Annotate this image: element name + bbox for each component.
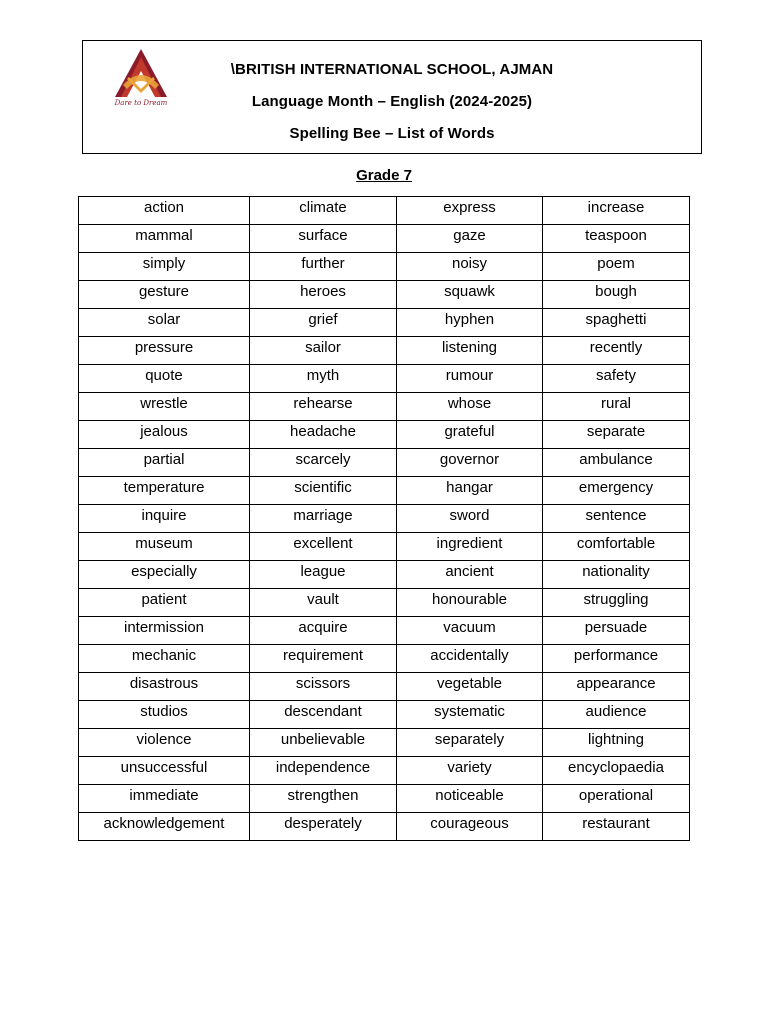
word-cell: action [79,197,250,225]
word-cell: acquire [250,617,397,645]
word-cell: vault [250,589,397,617]
word-cell: performance [543,645,690,673]
word-cell: rehearse [250,393,397,421]
word-cell: wrestle [79,393,250,421]
word-cell: quote [79,365,250,393]
word-cell: rural [543,393,690,421]
table-row [79,477,690,505]
word-cell: desperately [250,813,397,841]
word-cell: comfortable [543,533,690,561]
word-cell: temperature [79,477,250,505]
table-row [79,785,690,813]
word-cell: scissors [250,673,397,701]
word-cell: mammal [79,225,250,253]
word-cell: separate [543,421,690,449]
word-cell: grief [250,309,397,337]
spelling-word-table [78,196,690,841]
word-cell: solar [79,309,250,337]
word-cell: unsuccessful [79,757,250,785]
word-cell: lightning [543,729,690,757]
word-cell: acknowledgement [79,813,250,841]
word-cell: audience [543,701,690,729]
word-cell: descendant [250,701,397,729]
word-cell: immediate [79,785,250,813]
word-cell: restaurant [543,813,690,841]
table-row [79,589,690,617]
school-name: \BRITISH INTERNATIONAL SCHOOL, AJMAN [230,61,554,78]
word-cell: squawk [397,281,543,309]
word-cell: myth [250,365,397,393]
word-cell: rumour [397,365,543,393]
word-cell: noticeable [397,785,543,813]
word-cell: hangar [397,477,543,505]
word-cell: governor [397,449,543,477]
table-row [79,281,690,309]
word-cell: vegetable [397,673,543,701]
word-cell: recently [543,337,690,365]
word-cell: vacuum [397,617,543,645]
table-row [79,757,690,785]
word-cell: poem [543,253,690,281]
table-row [79,673,690,701]
word-cell: hyphen [397,309,543,337]
table-row [79,253,690,281]
word-cell: noisy [397,253,543,281]
word-cell: disastrous [79,673,250,701]
table-row [79,197,690,225]
word-cell: honourable [397,589,543,617]
word-cell: mechanic [79,645,250,673]
word-cell: independence [250,757,397,785]
word-cell: museum [79,533,250,561]
table-row [79,225,690,253]
word-cell: spaghetti [543,309,690,337]
grade-title: Grade 7 [356,167,412,184]
word-cell: whose [397,393,543,421]
table-row [79,617,690,645]
word-cell: jealous [79,421,250,449]
list-title: Spelling Bee – List of Words [289,125,495,142]
word-cell: patient [79,589,250,617]
word-cell: grateful [397,421,543,449]
word-cell: gesture [79,281,250,309]
event-title: Language Month – English (2024-2025) [251,93,533,110]
word-cell: separately [397,729,543,757]
word-cell: simply [79,253,250,281]
word-cell: ancient [397,561,543,589]
word-cell: ambulance [543,449,690,477]
word-cell: increase [543,197,690,225]
word-cell: intermission [79,617,250,645]
table-row [79,561,690,589]
word-cell: gaze [397,225,543,253]
word-cell: studios [79,701,250,729]
table-row [79,701,690,729]
word-cell: encyclopaedia [543,757,690,785]
word-cell: emergency [543,477,690,505]
header-box [82,40,702,154]
table-row [79,813,690,841]
table-row [79,505,690,533]
table-row [79,421,690,449]
table-row [79,365,690,393]
word-cell: scientific [250,477,397,505]
table-row [79,449,690,477]
word-cell: ingredient [397,533,543,561]
word-cell: operational [543,785,690,813]
word-cell: teaspoon [543,225,690,253]
word-cell: bough [543,281,690,309]
word-cell: scarcely [250,449,397,477]
word-cell: climate [250,197,397,225]
word-cell: violence [79,729,250,757]
table-row [79,393,690,421]
word-cell: sailor [250,337,397,365]
word-cell: requirement [250,645,397,673]
word-cell: variety [397,757,543,785]
table-row [79,533,690,561]
word-cell: strengthen [250,785,397,813]
logo-tagline: Dare to Dream [114,99,168,107]
word-cell: pressure [79,337,250,365]
table-row [79,729,690,757]
word-cell: especially [79,561,250,589]
word-cell: league [250,561,397,589]
word-cell: headache [250,421,397,449]
word-cell: partial [79,449,250,477]
word-cell: listening [397,337,543,365]
word-cell: excellent [250,533,397,561]
word-cell: sword [397,505,543,533]
word-cell: express [397,197,543,225]
table-row [79,337,690,365]
word-cell: safety [543,365,690,393]
word-cell: courageous [397,813,543,841]
table-row [79,309,690,337]
table-row [79,645,690,673]
word-cell: appearance [543,673,690,701]
word-cell: persuade [543,617,690,645]
word-cell: systematic [397,701,543,729]
word-cell: nationality [543,561,690,589]
word-cell: accidentally [397,645,543,673]
word-cell: further [250,253,397,281]
word-cell: unbelievable [250,729,397,757]
word-cell: surface [250,225,397,253]
word-cell: struggling [543,589,690,617]
word-cell: inquire [79,505,250,533]
word-cell: marriage [250,505,397,533]
word-cell: heroes [250,281,397,309]
word-cell: sentence [543,505,690,533]
